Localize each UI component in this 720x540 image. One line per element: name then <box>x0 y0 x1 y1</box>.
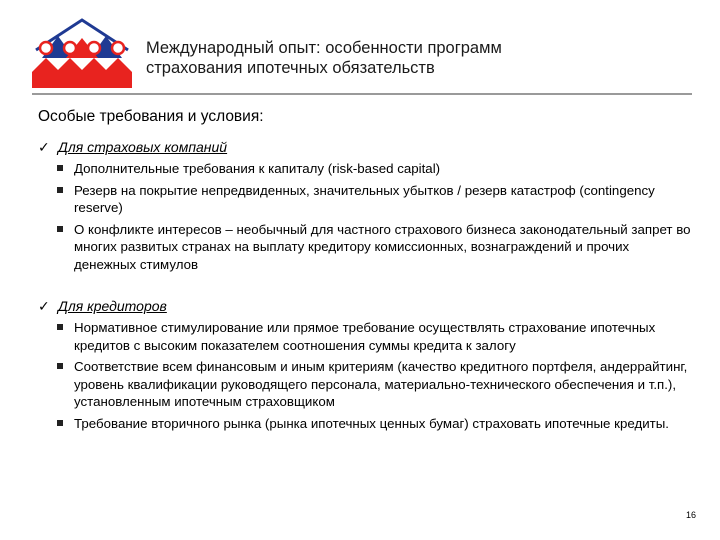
list-item-text: Дополнительные требования к капиталу (risk-based capital) <box>74 161 441 176</box>
list-item <box>74 358 694 411</box>
logo-houses-icon <box>28 14 136 90</box>
check-icon: ✓ <box>38 298 50 314</box>
list-item-text: Соответствие всем финансовым и иным критериям (качество кредитного портфеля, андеррайтинг, уровень квалификации руководящего персонала, материально-технического обеспечения и т.п.), установленным ипотечным страховщиком <box>74 359 688 409</box>
list-item-text: Резерв на покрытие непредвиденных, значительных убытков / резерв катастроф (contingency reserve) <box>74 182 655 215</box>
list-item <box>74 182 694 217</box>
list-item <box>74 415 694 433</box>
page-number: 16 <box>685 510 696 520</box>
group-insurers <box>38 138 698 277</box>
square-bullet-icon <box>57 226 63 232</box>
group-insurers-title-text: Для страховых компаний <box>58 139 228 155</box>
list-item-text: Нормативное стимулирование или прямое требование осуществлять страхование ипотечных кредитов с высоким показателем соотношения суммы кредита к залогу <box>74 320 656 353</box>
list-item <box>74 160 694 178</box>
square-bullet-icon <box>57 420 63 426</box>
page-title-line-1: Международный опыт: особенности программ <box>146 39 502 57</box>
check-icon: ✓ <box>38 139 50 155</box>
section-heading: Особые требования и условия: <box>38 108 264 125</box>
group-insurers-list <box>38 160 698 273</box>
page-title <box>146 38 666 78</box>
list-item <box>74 319 694 354</box>
group-lenders-title <box>38 297 698 315</box>
header-divider <box>32 93 692 95</box>
square-bullet-icon <box>57 363 63 369</box>
page-title-line-2: страхования ипотечных обязательств <box>146 59 435 77</box>
group-insurers-title <box>38 138 698 156</box>
list-item-text: О конфликте интересов – необычный для частного страхового бизнеса законодательный запрет во многих развитых странах на выплату кредитору комиссионных, вознаграждений и прочих денежных стимулов <box>74 221 691 272</box>
square-bullet-icon <box>57 187 63 193</box>
group-lenders <box>38 297 698 436</box>
square-bullet-icon <box>57 165 63 171</box>
list-item <box>74 221 694 274</box>
square-bullet-icon <box>57 324 63 330</box>
group-lenders-list <box>38 319 698 432</box>
group-lenders-title-text: Для кредиторов <box>58 298 167 314</box>
list-item-text: Требование вторичного рынка (рынка ипотечных ценных бумаг) страховать ипотечные кредиты. <box>74 415 669 431</box>
